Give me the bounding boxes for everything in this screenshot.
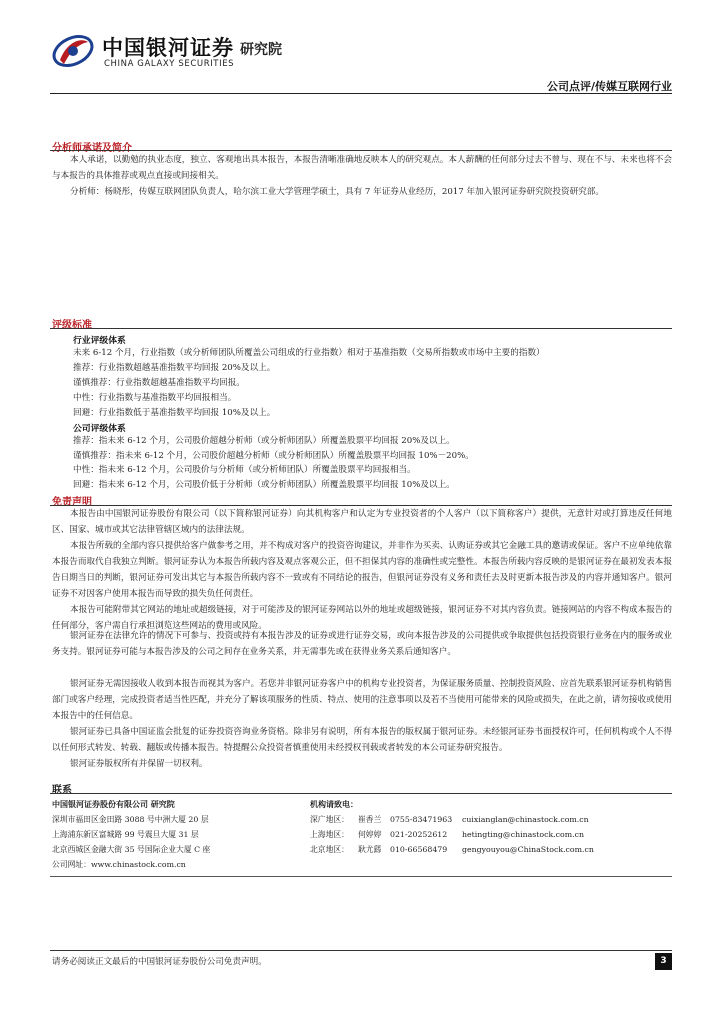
company-rating-heading: 公司评级体系	[73, 424, 126, 434]
footer-disclaimer-note: 请务必阅读正文最后的中国银河证券股份公司免责声明。	[52, 957, 267, 967]
contact-name: 耿尤繇	[358, 845, 382, 854]
disclaimer-paragraph: 本报告由中国银河证券股份有限公司（以下简称银河证券）向其机构客户和认定为专业投资者的个人客户（以下简称客户）提供，无意针对或打算违反任何地区、国家、城市或其它法律管辖区域内的法律法规。	[52, 509, 672, 535]
contact-region: 上海地区：	[310, 830, 349, 839]
analyst-bio: 分析师：杨晓彤，传媒互联网团队负责人，哈尔滨工业大学管理学硕士，具有 7 年证券从业经历，2017 年加入银河证券研究院投资研究部。	[70, 187, 604, 197]
contact-row	[310, 812, 594, 827]
company-rating-line: 谨慎推荐：指未来 6-12 个月，公司股价超越分析师（或分析师团队）所覆盖股票平均回报 10%－20%。	[73, 451, 474, 461]
industry-rating-heading: 行业评级体系	[73, 336, 126, 346]
contact-email[interactable]: gengyouyou@ChinaStock.com.cn	[462, 845, 594, 854]
address-line: 深圳市福田区金田路 3088 号中洲大厦 20 层	[52, 815, 209, 824]
company-rating-line: 回避：指未来 6-12 个月，公司股价低于分析师（或分析师团队）所覆盖股票平均回报 10%及以上。	[73, 480, 455, 490]
contact-bottom-divider	[50, 876, 672, 877]
industry-rating-line: 回避：行业指数低于基准指数平均回报 10%及以上。	[73, 408, 276, 418]
contact-phone[interactable]: 021-20252612	[390, 830, 448, 839]
contact-region: 北京地区：	[310, 845, 349, 854]
logo-chinese-name: 中国银河证券	[102, 36, 234, 60]
disclaimer-heading: 免责声明	[52, 497, 92, 508]
industry-rating-line: 推荐：行业指数超越基准指数平均回报 20%及以上。	[73, 363, 276, 373]
company-name: 中国银河证券股份有限公司 研究院	[52, 800, 175, 809]
analyst-heading: 分析师承诺及简介	[52, 143, 132, 154]
footer-divider	[50, 950, 672, 951]
galaxy-logo-icon	[52, 30, 94, 72]
disclaimer-paragraph: 银河证券无需因接收人收到本报告而视其为客户。若您并非银河证券客户中的机构专业投资者，为保证服务质量、控制投资风险、应首先联系银河证券机构销售部门或客户经理，完成投资者适当性匹配，并充分了解该项服务的性质、特点、使用的注意事项以及若不当使用可能带来的风险或损失，在此之前，请勿接收或使用本报告中的任何信息。	[52, 679, 672, 721]
rating-heading: 评级标准	[52, 320, 92, 331]
industry-rating-line: 未来 6-12 个月，行业指数（或分析师团队所覆盖公司组成的行业指数）相对于基准指数（交易所指数或市场中主要的指数）	[73, 348, 545, 358]
contact-email[interactable]: cuixianglan@chinastock.com.cn	[462, 815, 589, 824]
contacts-title: 机构请致电：	[310, 800, 358, 809]
company-logo	[52, 28, 322, 76]
disclaimer-paragraph: 本报告所载的全部内容只提供给客户做参考之用，并不构成对客户的投资咨询建议，并非作为买卖、认购证券或其它金融工具的邀请或保证。客户不应单纯依靠本报告而取代自我独立判断。银河证券认为本报告所载内容及观点客观公正，但不担保其内容的准确性或完整性。本报告所载内容反映的是银河证券在最初发表本报告日期当日的判断，银河证券可发出其它与本报告所载内容不一致或有不同结论的报告，但银河证券没有义务和责任去及时更新本报告涉及的内容并通知客户。银河证券不对因客户使用本报告而导致的损失负任何责任。	[52, 541, 672, 599]
report-type: 公司点评/传媒互联网行业	[546, 80, 672, 93]
contact-divider	[50, 793, 672, 794]
page-number: 3	[655, 953, 672, 970]
logo-english-name: CHINA GALAXY SECURITIES	[104, 59, 235, 69]
contact-name: 何婷婷	[358, 830, 382, 839]
header-divider	[50, 93, 672, 94]
contact-phone[interactable]: 0755-83471963	[390, 815, 453, 824]
disclaimer-paragraph: 本报告可能附带其它网站的地址或超级链接，对于可能涉及的银河证券网站以外的地址或超级链接，银河证券不对其内容负责。链接网站的内容不构成本报告的任何部分，客户需自行承担浏览这些网站的费用或风险。	[52, 605, 672, 631]
contact-phone[interactable]: 010-66568479	[390, 845, 448, 854]
disclaimer-paragraph: 银河证券版权所有并保留一切权利。	[70, 759, 208, 769]
company-rating-line: 中性：指未来 6-12 个月，公司股价与分析师（或分析师团队）所覆盖股票平均回报相当。	[73, 465, 416, 475]
institution-contacts	[310, 797, 594, 857]
company-address-block	[52, 797, 210, 872]
institute-name: 研究院	[240, 42, 282, 58]
rating-divider	[50, 328, 672, 329]
address-line: 北京西城区金融大街 35 号国际企业大厦 C 座	[52, 845, 211, 854]
contact-row	[310, 842, 594, 857]
analyst-commitment: 本人承诺，以勤勉的执业态度，独立、客观地出具本报告，本报告清晰准确地反映本人的研究观点。本人薪酬的任何部分过去不曾与、现在不与、未来也将不会与本报告的具体推荐或观点直接或间接相关。	[52, 155, 672, 181]
disclaimer-paragraph: 银河证券已具备中国证监会批复的证券投资咨询业务资格。除非另有说明，所有本报告的版权属于银河证券。未经银河证券书面授权许可，任何机构或个人不得以任何形式转发、转载、翻版或传播本报告。特提醒公众投资者慎重使用未经授权刊载或者转发的本公司证券研究报告。	[52, 727, 672, 753]
contact-row	[310, 827, 594, 842]
company-website[interactable]: 公司网址：www.chinastock.com.cn	[52, 860, 186, 869]
company-rating-line: 推荐：指未来 6-12 个月，公司股价超越分析师（或分析师团队）所覆盖股票平均回报 20%及以上。	[73, 436, 455, 446]
contact-region: 深广地区：	[310, 815, 349, 824]
disclaimer-paragraph: 银河证券在法律允许的情况下可参与、投资或持有本报告涉及的证券或进行证券交易，或向本报告涉及的公司提供或争取提供包括投资银行业务在内的服务或业务支持。银河证券可能与本报告涉及的公司之间存在业务关系，并无需事先或在获得业务关系后通知客户。	[52, 631, 672, 657]
address-line: 上海浦东新区富城路 99 号震旦大厦 31 层	[52, 830, 199, 839]
industry-rating-line: 中性：行业指数与基准指数平均回报相当。	[73, 393, 237, 403]
contact-heading: 联系	[52, 785, 72, 796]
analyst-divider	[50, 150, 672, 151]
contact-name: 崔香兰	[358, 815, 382, 824]
contact-email[interactable]: hetingting@chinastock.com.cn	[462, 830, 584, 839]
industry-rating-line: 谨慎推荐：行业指数超越基准指数平均回报。	[73, 378, 245, 388]
